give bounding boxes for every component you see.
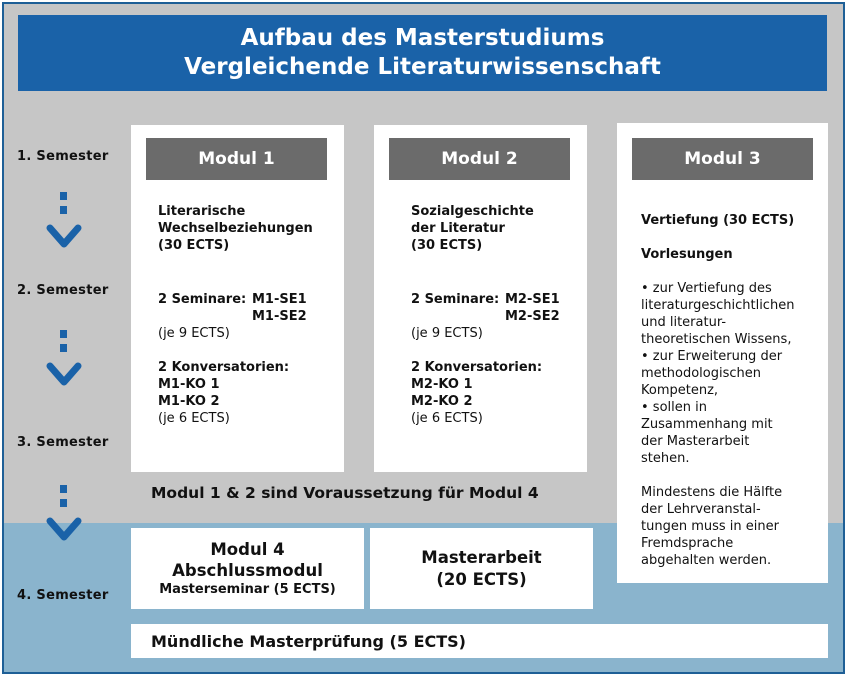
masterarbeit-ects: (20 ECTS) <box>436 569 527 589</box>
modul4-seminar: Masterseminar (5 ECTS) <box>159 581 336 597</box>
modul3-bullet1-line2: literaturgeschichtlichen <box>641 298 795 313</box>
modul1-body <box>158 203 338 427</box>
modul2-title: Modul 2 <box>389 138 570 180</box>
modul1-seminare-label: 2 Seminare: <box>158 292 247 307</box>
modul3-note-line3: tungen muss in einer <box>641 519 779 534</box>
semester-label-4: 4. Semester <box>17 588 109 603</box>
modul2-topic-line1: Sozialgeschichte <box>411 204 534 219</box>
requirement-note: Modul 1 & 2 sind Voraussetzung für Modul 4 <box>151 484 539 502</box>
modul2-ko2: M2-KO 2 <box>411 394 473 409</box>
modul2-topic-ects: (30 ECTS) <box>411 238 483 253</box>
modul3-note-line1: Mindestens die Hälfte <box>641 485 783 500</box>
modul2-ko-ects: (je 6 ECTS) <box>411 411 483 426</box>
modul3-note-line4: Fremdsprache <box>641 536 734 551</box>
modul3-bullet1-line3: und literatur- <box>641 315 727 330</box>
modul1-se1: M1-SE1 <box>252 292 307 307</box>
semester-label-2: 2. Semester <box>17 283 109 298</box>
modul1-ko-label: 2 Konversatorien: <box>158 360 290 375</box>
modul3-vertiefung: Vertiefung (30 ECTS) <box>641 213 795 228</box>
modul3-body <box>641 212 827 569</box>
pruefung-box <box>131 624 828 658</box>
modul3-bullet3-line4: stehen. <box>641 451 690 466</box>
modul2-seminare-label: 2 Seminare: <box>411 292 500 307</box>
modul3-bullet3-line3: der Masterarbeit <box>641 434 750 449</box>
modul2-ko1: M2-KO 1 <box>411 377 473 392</box>
modul3-bullet2-line1: • zur Erweiterung der <box>641 349 783 364</box>
diagram-header <box>18 15 827 91</box>
modul1-topic-line1: Literarische <box>158 204 246 219</box>
modul1-card <box>131 125 344 472</box>
modul3-bullet1-line1: • zur Vertiefung des <box>641 281 772 296</box>
modul4-box <box>131 528 364 609</box>
modul2-se1: M2-SE1 <box>505 292 560 307</box>
semester-label-1: 1. Semester <box>17 149 109 164</box>
semester-label-3: 3. Semester <box>17 435 109 450</box>
modul2-card <box>374 125 587 472</box>
modul3-note-line5: abgehalten werden. <box>641 553 772 568</box>
modul1-se-ects: (je 9 ECTS) <box>158 326 230 341</box>
modul1-ko-ects: (je 6 ECTS) <box>158 411 230 426</box>
modul1-se2: M1-SE2 <box>252 309 307 324</box>
header-title-line1: Aufbau des Masterstudiums <box>240 25 605 51</box>
masterarbeit-title: Masterarbeit <box>421 547 542 567</box>
modul2-se-ects: (je 9 ECTS) <box>411 326 483 341</box>
modul1-topic-ects: (30 ECTS) <box>158 238 230 253</box>
modul2-ko-label: 2 Konversatorien: <box>411 360 543 375</box>
modul3-bullet3-line1: • sollen in <box>641 400 707 415</box>
modul2-body <box>411 203 583 427</box>
modul3-bullet2-line2: methodologischen <box>641 366 761 381</box>
modul1-ko1: M1-KO 1 <box>158 377 220 392</box>
modul2-topic-line2: der Literatur <box>411 221 505 236</box>
modul3-card <box>617 123 828 583</box>
pruefung-label: Mündliche Masterprüfung (5 ECTS) <box>151 631 466 651</box>
modul2-se2: M2-SE2 <box>505 309 560 324</box>
modul3-bullet1-line4: theoretischen Wissens, <box>641 332 792 347</box>
modul3-bullet2-line3: Kompetenz, <box>641 383 719 398</box>
modul1-ko2: M1-KO 2 <box>158 394 220 409</box>
modul1-title: Modul 1 <box>146 138 327 180</box>
chevron-down-icon <box>46 515 82 545</box>
modul4-subtitle: Abschlussmodul <box>172 560 323 580</box>
modul3-vorlesungen: Vorlesungen <box>641 247 733 262</box>
modul4-title: Modul 4 <box>210 539 285 559</box>
chevron-down-icon <box>46 222 82 252</box>
modul3-bullet3-line2: Zusammenhang mit <box>641 417 773 432</box>
modul3-title: Modul 3 <box>632 138 813 180</box>
modul3-note-line2: der Lehrveranstal- <box>641 502 761 517</box>
chevron-down-icon <box>46 360 82 390</box>
modul1-topic-line2: Wechselbeziehungen <box>158 221 313 236</box>
header-title-line2: Vergleichende Literaturwissenschaft <box>184 54 661 80</box>
masterarbeit-box <box>370 528 593 609</box>
